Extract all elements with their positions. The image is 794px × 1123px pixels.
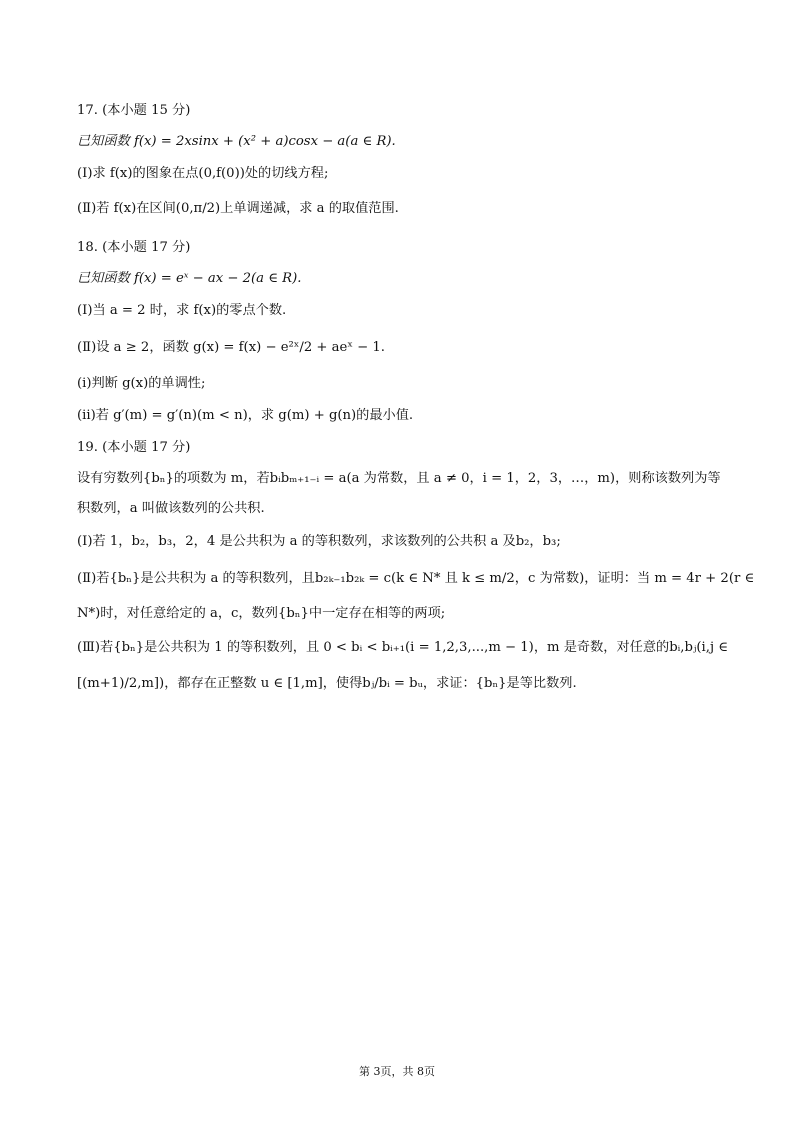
problem-18-title: 18. (本小题 17 分)	[77, 240, 191, 255]
problem-18-part-2: (Ⅱ)设 a ≥ 2，函数 g(x) = f(x) − e²ˣ/2 + aeˣ − 1.	[77, 340, 385, 355]
problem-19-given-line-2: 积数列，a 叫做该数列的公共积.	[77, 501, 265, 516]
problem-17-part-1: (Ⅰ)求 f(x)的图象在点(0,f(0))处的切线方程;	[77, 166, 329, 181]
problem-19-part-2-line-1: (Ⅱ)若{bₙ}是公共积为 a 的等积数列，且b₂ₖ₋₁b₂ₖ = c(k ∈ N* 且 k ≤ m/2，c 为常数)，证明：当 m = 4r + 2(r ∈	[77, 571, 755, 586]
problem-19-given-line-1: 设有穷数列{bₙ}的项数为 m，若bᵢbₘ₊₁₋ᵢ = a(a 为常数，且 a ≠ 0，i = 1，2，3，…，m)，则称该数列为等	[77, 471, 721, 486]
problem-17-given: 已知函数 f(x) = 2xsinx + (x² + a)cosx − a(a ∈ R).	[77, 134, 396, 149]
problem-17-title: 17. (本小题 15 分)	[77, 103, 191, 118]
problem-17-part-2: (Ⅱ)若 f(x)在区间(0,π/2)上单调递减，求 a 的取值范围.	[77, 201, 399, 216]
page-footer: 第 3页，共 8页	[359, 1065, 435, 1078]
problem-19-title: 19. (本小题 17 分)	[77, 440, 191, 455]
problem-18-given: 已知函数 f(x) = eˣ − ax − 2(a ∈ R).	[77, 271, 302, 286]
problem-18-sub-i: (i)判断 g(x)的单调性;	[77, 376, 206, 391]
problem-18-sub-ii: (ii)若 g′(m) = g′(n)(m < n)，求 g(m) + g(n)的最小值.	[77, 408, 414, 423]
problem-19-part-1: (Ⅰ)若 1，b₂，b₃，2，4 是公共积为 a 的等积数列，求该数列的公共积 a 及b₂，b₃;	[77, 534, 561, 549]
problem-18-part-1: (Ⅰ)当 a = 2 时，求 f(x)的零点个数.	[77, 303, 287, 318]
problem-19-part-3-line-1: (Ⅲ)若{bₙ}是公共积为 1 的等积数列，且 0 < bᵢ < bᵢ₊₁(i = 1,2,3,...,m − 1)，m 是奇数，对任意的bᵢ,bⱼ(i,j ∈	[77, 640, 729, 655]
problem-19-part-3-line-2: [(m+1)/2,m])，都存在正整数 u ∈ [1,m]，使得bⱼ/bᵢ = bᵤ，求证：{bₙ}是等比数列.	[77, 676, 577, 691]
problem-19-part-2-line-2: N*)时，对任意给定的 a，c，数列{bₙ}中一定存在相等的两项;	[77, 606, 446, 621]
